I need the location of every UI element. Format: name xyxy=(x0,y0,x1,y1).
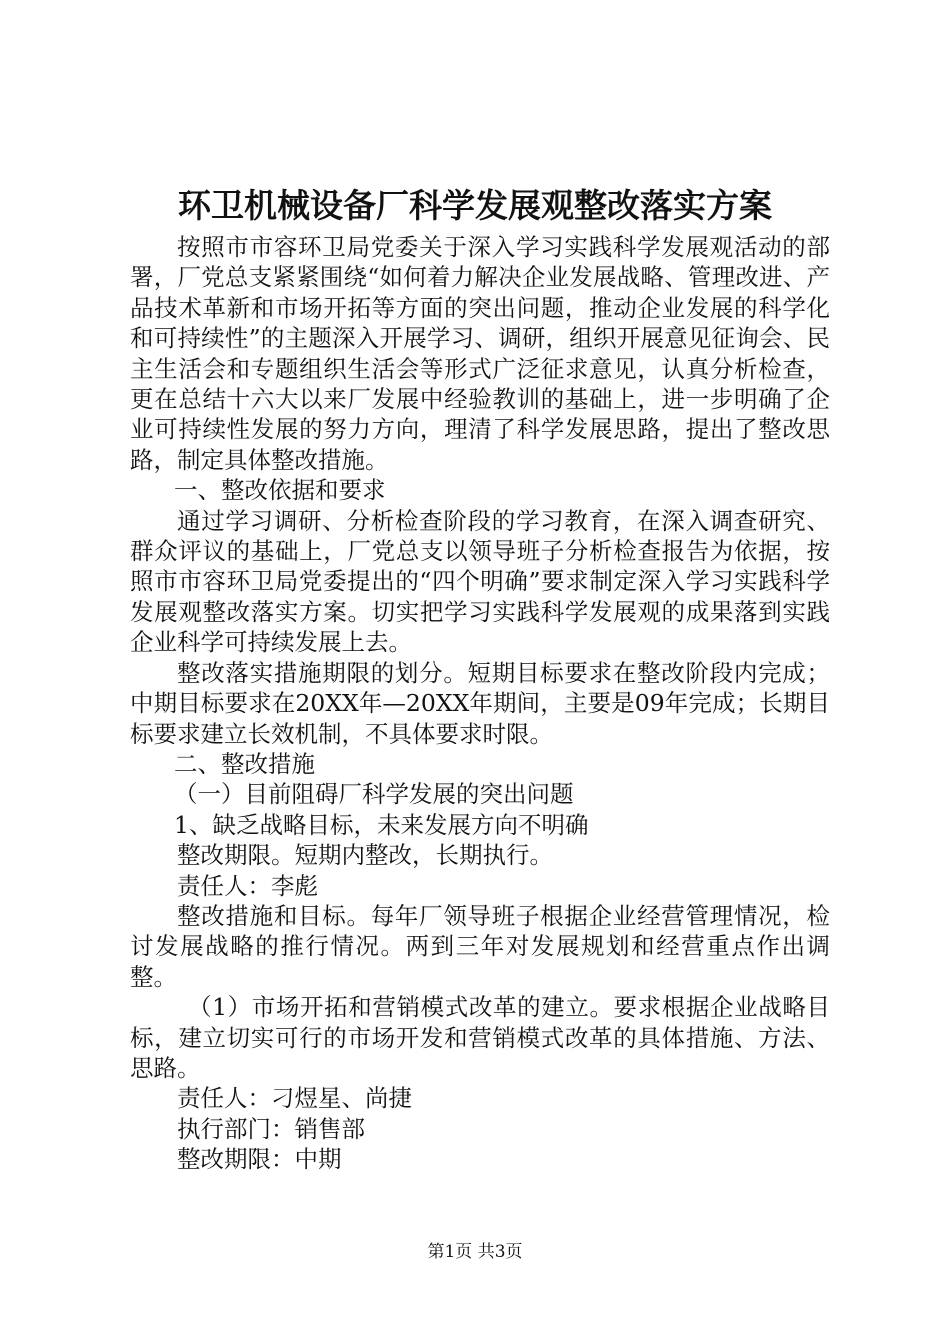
section-heading-measures: 二、整改措施 xyxy=(174,749,315,778)
section-heading-basis: 一、整改依据和要求 xyxy=(174,476,386,505)
document-title: 环卫机械设备厂科学发展观整改落实方案 xyxy=(178,186,772,225)
item-heading-strategy: 1、缺乏战略目标，未来发展方向不明确 xyxy=(174,810,589,839)
subitem-responsible: 责任人：刁煜星、尚捷 xyxy=(177,1084,412,1113)
paragraph-basis: 通过学习调研、分析检查阶段的学习教育，在深入调查研究、群众评议的基础上，厂党总支以领导班子分析检查报告为依据，按照市市容环卫局党委提出的“四个明确”要求制定深入学习实践科学发展观整改落实方案。切实把学习实践科学发展观的成果落到实践企业科学可持续发展上去。 xyxy=(130,506,830,657)
item-deadline: 整改期限。短期内整改，长期执行。 xyxy=(177,841,553,870)
subitem-deadline: 整改期限：中期 xyxy=(177,1145,342,1174)
paragraph-deadline-division: 整改落实措施期限的划分。短期目标要求在整改阶段内完成；中期目标要求在20XX年—20XX年期间，主要是09年完成；长期目标要求建立长效机制，不具体要求时限。 xyxy=(130,658,830,748)
subitem-department: 执行部门：销售部 xyxy=(177,1114,365,1143)
page-indicator: 第1页 共3页 xyxy=(427,1242,523,1262)
paragraph-intro: 按照市市容环卫局党委关于深入学习实践科学发展观活动的部署，厂党总支紧紧围绕“如何着力解决企业发展战略、管理改进、产品技术革新和市场开拓等方面的突出问题，推动企业发展的科学化和可持续性”的主题深入开展学习、调研，组织开展意见征询会、民主生活会和专题组织生活会等形式广泛征求意见，认真分析检查，更在总结十六大以来厂发展中经验教训的基础上，进一步明确了企业可持续性发展的努力方向，理清了科学发展思路，提出了整改思路，制定具体整改措施。 xyxy=(130,233,830,474)
item-measures: 整改措施和目标。每年厂领导班子根据企业经营管理情况，检讨发展战略的推行情况。两到三年对发展规划和经营重点作出调整。 xyxy=(130,901,830,991)
subsection-heading-problems: （一）目前阻碍厂科学发展的突出问题 xyxy=(174,780,574,809)
item-responsible: 责任人：李彪 xyxy=(177,871,318,900)
document-body xyxy=(130,232,830,1175)
subitem-market: （1）市场开拓和营销模式改革的建立。要求根据企业战略目标，建立切实可行的市场开发和营销模式改革的具体措施、方法、思路。 xyxy=(130,993,830,1082)
